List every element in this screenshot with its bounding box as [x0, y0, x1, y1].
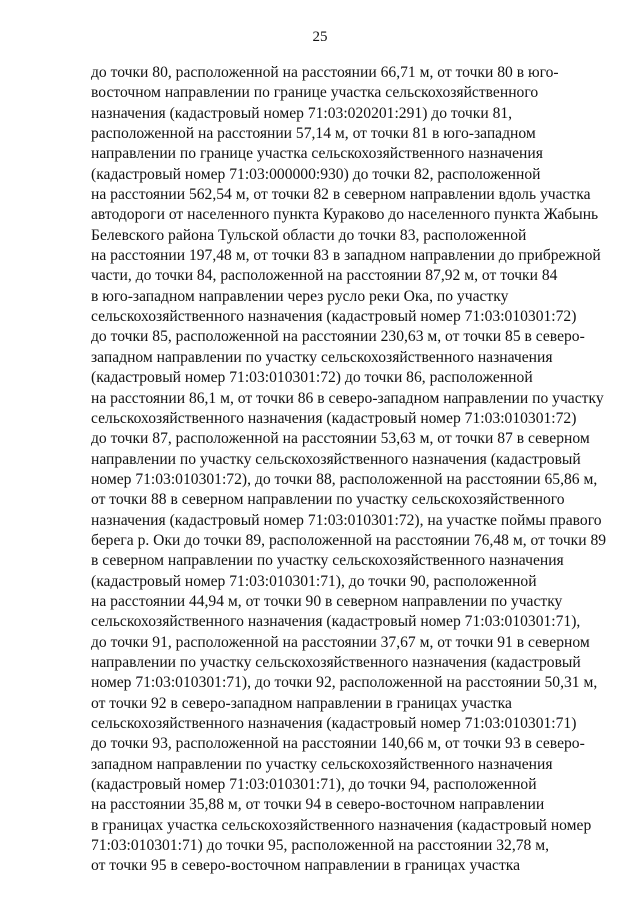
text-line: номер 71:03:010301:71), до точки 92, расположенной на расстоянии 50,31 м,	[91, 674, 598, 692]
text-line: на расстоянии 562,54 м, от точки 82 в северном направлении вдоль участка	[91, 186, 591, 204]
text-line: назначения (кадастровый номер 71:03:010301:72), на участке поймы правого	[91, 511, 602, 529]
text-line: на расстоянии 35,88 м, от точки 94 в северо-восточном направлении	[91, 796, 545, 814]
text-line: направлении по границе участка сельскохозяйственного назначения	[91, 145, 543, 163]
text-line: 71:03:010301:71) до точки 95, расположенной на расстоянии 32,78 м,	[91, 837, 550, 855]
text-line: направлении по участку сельскохозяйственного назначения (кадастровый	[91, 653, 581, 671]
text-line: западном направлении по участку сельскохозяйственного назначения	[91, 755, 553, 773]
text-line: до точки 85, расположенной на расстоянии 230,63 м, от точки 85 в северо-	[91, 328, 585, 346]
text-line: до точки 93, расположенной на расстоянии 140,66 м, от точки 93 в северо-	[91, 735, 585, 753]
text-line: от точки 95 в северо-восточном направлении в границах участка	[91, 857, 521, 875]
document-body	[91, 63, 607, 877]
text-line: в границах участка сельскохозяйственного назначения (кадастровый номер	[91, 816, 592, 834]
text-line: автодороги от населенного пункта Кураково до населенного пункта Жабынь	[91, 206, 599, 224]
text-line: от точки 92 в северо-западном направлении в границах участка	[91, 694, 512, 712]
text-line: Белевского района Тульской области до точки 83, расположенной	[91, 226, 527, 244]
text-line: сельскохозяйственного назначения (кадастровый номер 71:03:010301:72)	[91, 308, 577, 326]
text-line: назначения (кадастровый номер 71:03:020201:291) до точки 81,	[91, 104, 513, 122]
text-line: сельскохозяйственного назначения (кадастровый номер 71:03:010301:71)	[91, 715, 577, 732]
page-number: 25	[312, 29, 328, 45]
text-line: на расстоянии 44,94 м, от точки 90 в северном направлении по участку	[91, 592, 563, 610]
text-line: направлении по участку сельскохозяйственного назначения (кадастровый	[91, 450, 581, 468]
text-line: в юго-западном направлении через русло реки Ока, по участку	[91, 287, 509, 305]
text-line: до точки 80, расположенной на расстоянии 66,71 м, от точки 80 в юго-	[91, 64, 559, 81]
text-line: до точки 91, расположенной на расстоянии 37,67 м, от точки 91 в северном	[91, 633, 590, 651]
text-line: части, до точки 84, расположенной на расстоянии 87,92 м, от точки 84	[91, 267, 558, 285]
text-line: (кадастровый номер 71:03:010301:72) до точки 86, расположенной	[91, 369, 533, 387]
text-line: (кадастровый номер 71:03:010301:71), до точки 90, расположенной	[91, 572, 537, 590]
text-line: до точки 87, расположенной на расстоянии 53,63 м, от точки 87 в северном	[91, 430, 590, 448]
text-line: (кадастровый номер 71:03:010301:71), до точки 94, расположенной	[91, 776, 537, 794]
text-line: восточном направлении по границе участка сельскохозяйственного	[91, 84, 539, 102]
text-line: берега р. Оки до точки 89, расположенной на расстоянии 76,48 м, от точки 89	[91, 531, 607, 549]
text-line: на расстоянии 197,48 м, от точки 83 в западном направлении до прибрежной	[91, 247, 601, 265]
text-line: (кадастровый номер 71:03:000000:930) до точки 82, расположенной	[91, 165, 541, 183]
text-line: сельскохозяйственного назначения (кадастровый номер 71:03:010301:71),	[91, 613, 581, 631]
text-line: сельскохозяйственного назначения (кадастровый номер 71:03:010301:72)	[91, 409, 577, 427]
text-line: от точки 88 в северном направлении по участку сельскохозяйственного	[91, 491, 565, 509]
text-line: западном направлении по участку сельскохозяйственного назначения	[91, 348, 553, 366]
text-line: на расстоянии 86,1 м, от точки 86 в северо-западном направлении по участку	[91, 389, 604, 407]
text-line: номер 71:03:010301:72), до точки 88, расположенной на расстоянии 65,86 м,	[91, 470, 598, 488]
text-line: в северном направлении по участку сельскохозяйственного назначения	[91, 552, 564, 570]
text-line: расположенной на расстоянии 57,14 м, от точки 81 в юго-западном	[91, 125, 536, 143]
